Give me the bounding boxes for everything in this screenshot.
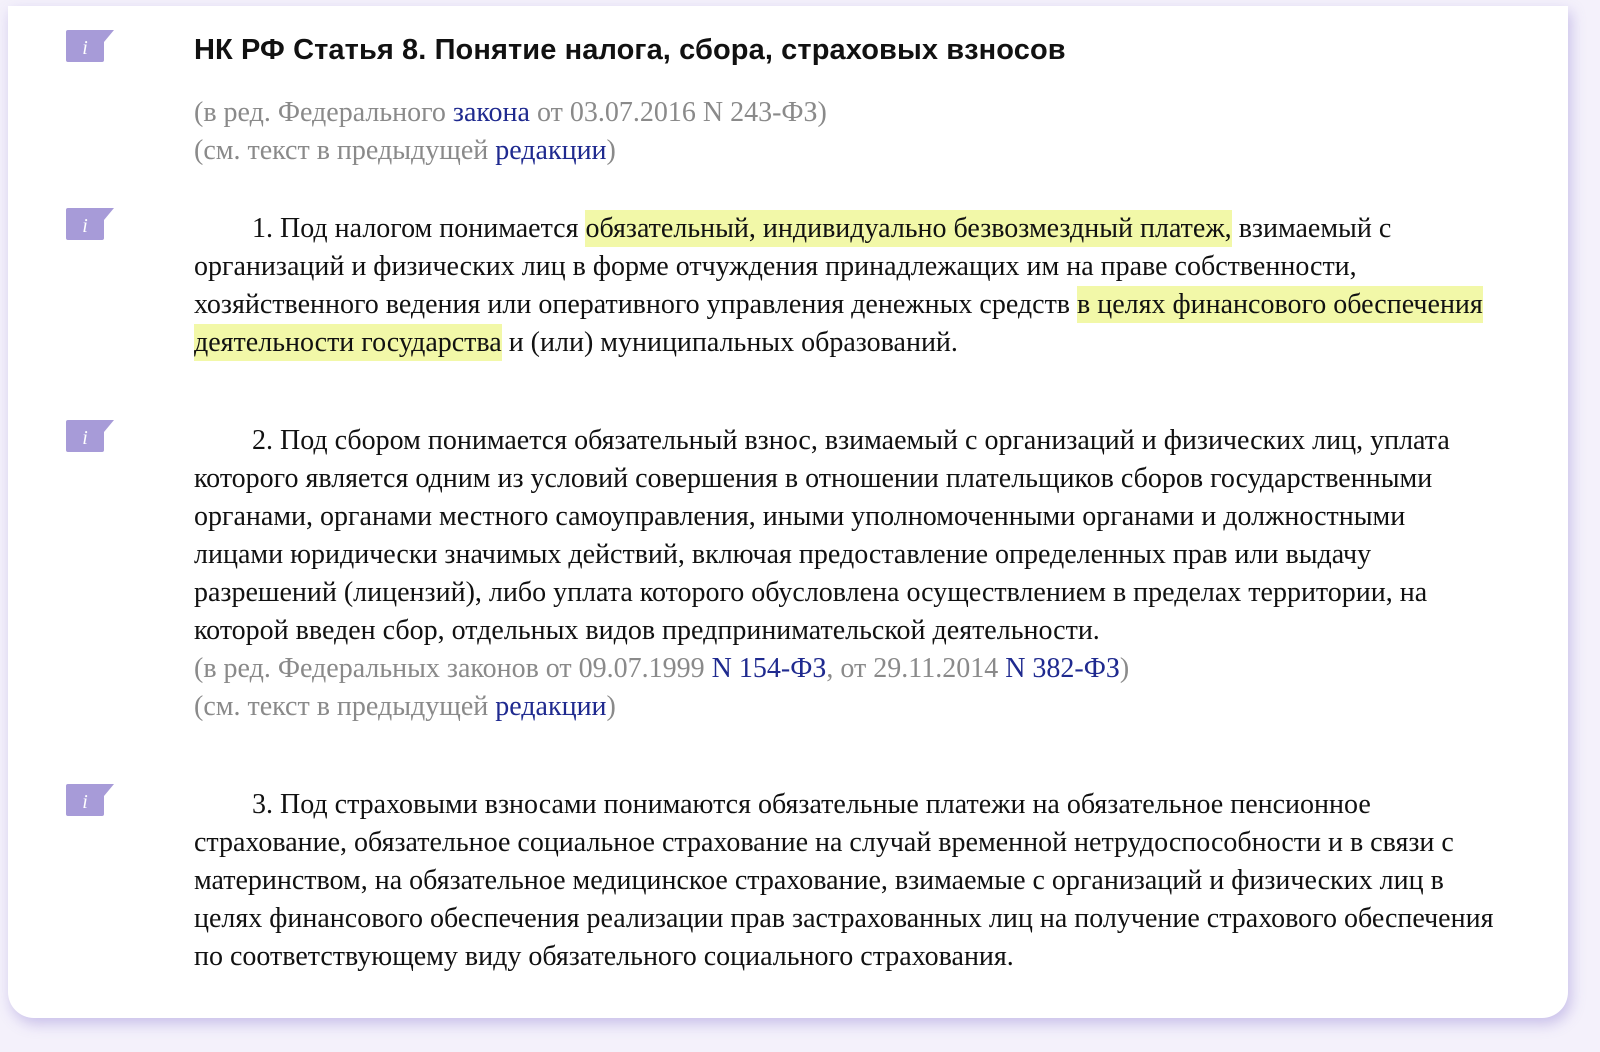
note-text: от 03.07.2016 N 243-ФЗ) xyxy=(529,97,827,128)
paragraph-text: взимаемый с организаций и физических лиц в форме отчуждения принадлежащих им на праве собственности, хозяйственного ведения или оперативного управления денежных средств xyxy=(194,213,1392,320)
note-text: (в ред. Федеральных законов от 09.07.1999 xyxy=(194,653,712,684)
note-text: (см. текст в предыдущей xyxy=(194,135,496,166)
edition-note xyxy=(194,650,1494,688)
paragraph-3-text: 3. Под страховыми взносами понимаются обязательные платежи на обязательное пенсионное страхование, обязательное социальное страхование на случай временной нетрудоспособности и в связи с материнством, на обязательное медицинское страхование, взимаемые с организаций и физических лиц в целях финансового обеспечения реализации прав застрахованных лиц на получение страхового обеспечения по соответствующему виду обязательного социального страхования. xyxy=(194,789,1494,972)
paragraph-1 xyxy=(194,210,1494,362)
paragraph-2 xyxy=(194,422,1494,726)
law-link[interactable]: N 382-ФЗ xyxy=(1005,653,1120,684)
previous-edition-note xyxy=(194,132,1494,170)
info-icon[interactable] xyxy=(64,418,120,456)
svg-text:i: i xyxy=(82,37,88,59)
edition-note xyxy=(194,94,1494,132)
svg-text:i: i xyxy=(82,427,88,449)
paragraph-text: 1. Под налогом понимается xyxy=(252,213,586,244)
note-text: ) xyxy=(1119,653,1130,684)
note-text: , от 29.11.2014 xyxy=(826,653,1006,684)
paragraph-1-text xyxy=(194,210,1494,362)
edition-link[interactable]: редакции xyxy=(495,135,607,166)
note-text: (в ред. Федерального xyxy=(194,97,453,128)
edition-link[interactable]: редакции xyxy=(495,691,607,722)
header-note xyxy=(194,94,1494,170)
paragraph-2-text: 2. Под сбором понимается обязательный взнос, взимаемый с организаций и физических лиц, уплата которого является одним из условий совершения в отношении плательщиков сборов государственными органами, органами местного самоуправления, иными уполномоченными органами и должностными лицами юридически значимых действий, включая предоставление определенных прав или выдачу разрешений (лицензий), либо уплата которого обусловлена осуществлением в пределах территории, на которой введен сбор, отдельных видов предпринимательской деятельности. xyxy=(194,425,1450,646)
svg-text:i: i xyxy=(82,215,88,237)
info-icon[interactable] xyxy=(64,782,120,820)
svg-text:i: i xyxy=(82,791,88,813)
article-title: НК РФ Статья 8. Понятие налога, сбора, страховых взносов xyxy=(194,34,1066,66)
law-link[interactable]: N 154-ФЗ xyxy=(711,653,827,684)
paragraph-text: и (или) муниципальных образований. xyxy=(501,327,958,358)
paragraph-3 xyxy=(194,786,1494,976)
highlight: обязательный, индивидуально безвозмездный платеж, xyxy=(585,210,1231,247)
note-text: (см. текст в предыдущей xyxy=(194,691,496,722)
previous-edition-note xyxy=(194,688,1494,726)
document-page xyxy=(8,6,1568,1018)
note-text: ) xyxy=(606,135,616,166)
highlight: в целях финансового обеспечения деятельности государства xyxy=(194,286,1483,361)
note-text: ) xyxy=(606,691,616,722)
info-icon[interactable] xyxy=(64,206,120,244)
info-icon[interactable] xyxy=(64,28,120,66)
law-link[interactable]: закона xyxy=(452,97,530,128)
